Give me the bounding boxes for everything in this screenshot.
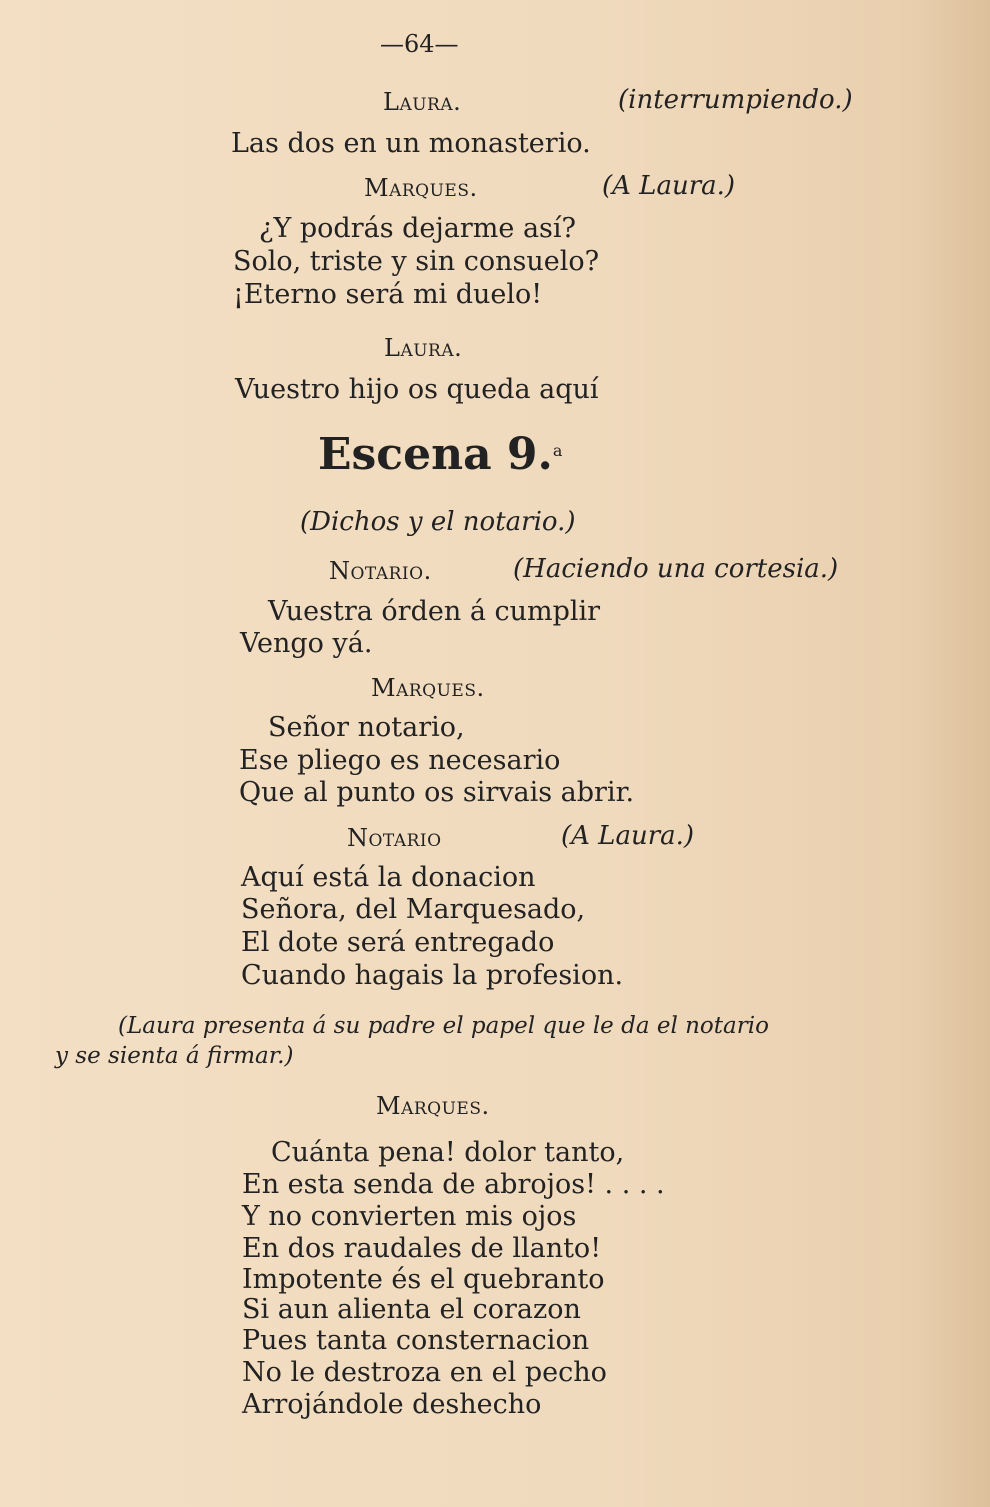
verse-line: Que al punto os sirvais abrir. xyxy=(239,777,635,808)
speaker-label: Marques. xyxy=(371,674,485,702)
speaker-label: Marques. xyxy=(376,1092,490,1120)
verse-line: ¿Y podrás dejarme así? xyxy=(259,213,577,244)
stage-direction: (interrumpiendo.) xyxy=(618,85,853,115)
stage-direction: (A Laura.) xyxy=(561,821,695,851)
verse-line: Vuestra órden á cumplir xyxy=(268,596,601,627)
verse-line: Cuánta pena! dolor tanto, xyxy=(271,1137,625,1168)
verse-line: Señora, del Marquesado, xyxy=(241,894,586,925)
verse-line: El dote será entregado xyxy=(241,927,555,958)
verse-line: Si aun alienta el corazon xyxy=(242,1294,581,1325)
verse-line: En esta senda de abrojos! . . . . xyxy=(242,1169,665,1200)
verse-line: Aquí está la donacion xyxy=(241,862,536,893)
verse-line: Y no convierten mis ojos xyxy=(242,1201,577,1232)
speaker-label: Laura. xyxy=(384,334,463,362)
page-number: —64— xyxy=(380,30,459,58)
verse-line: Señor notario, xyxy=(268,712,465,743)
speaker-label: Marques. xyxy=(364,174,478,202)
verse-line: ¡Eterno será mi duelo! xyxy=(233,279,543,310)
verse-line: No le destroza en el pecho xyxy=(242,1357,607,1388)
verse-line: Arrojándole deshecho xyxy=(242,1389,542,1420)
verse-line: Cuando hagais la profesion. xyxy=(241,960,624,991)
verse-line: Vuestro hijo os queda aquí xyxy=(235,374,599,405)
stage-direction: (A Laura.) xyxy=(602,171,736,201)
speaker-label: Notario. xyxy=(329,557,432,585)
scene-cast: (Dichos y el notario.) xyxy=(300,507,576,537)
verse-line: Las dos en un monasterio. xyxy=(231,128,591,159)
stage-direction-block: y se sienta á firmar.) xyxy=(55,1043,294,1069)
stage-direction: (Haciendo una cortesia.) xyxy=(513,554,839,584)
verse-line: Impotente és el quebranto xyxy=(242,1264,605,1295)
verse-line: Solo, triste y sin consuelo? xyxy=(233,246,600,277)
verse-line: Vengo yá. xyxy=(240,628,373,659)
stage-direction-block: (Laura presenta á su padre el papel que le da el notario xyxy=(118,1013,769,1039)
speaker-label: Laura. xyxy=(383,88,462,116)
verse-line: En dos raudales de llanto! xyxy=(242,1233,602,1264)
scene-heading: Escena 9.$^a$ xyxy=(318,429,563,480)
verse-line: Pues tanta consternacion xyxy=(242,1325,590,1356)
speaker-label: Notario xyxy=(347,824,442,852)
verse-line: Ese pliego es necesario xyxy=(239,745,561,776)
